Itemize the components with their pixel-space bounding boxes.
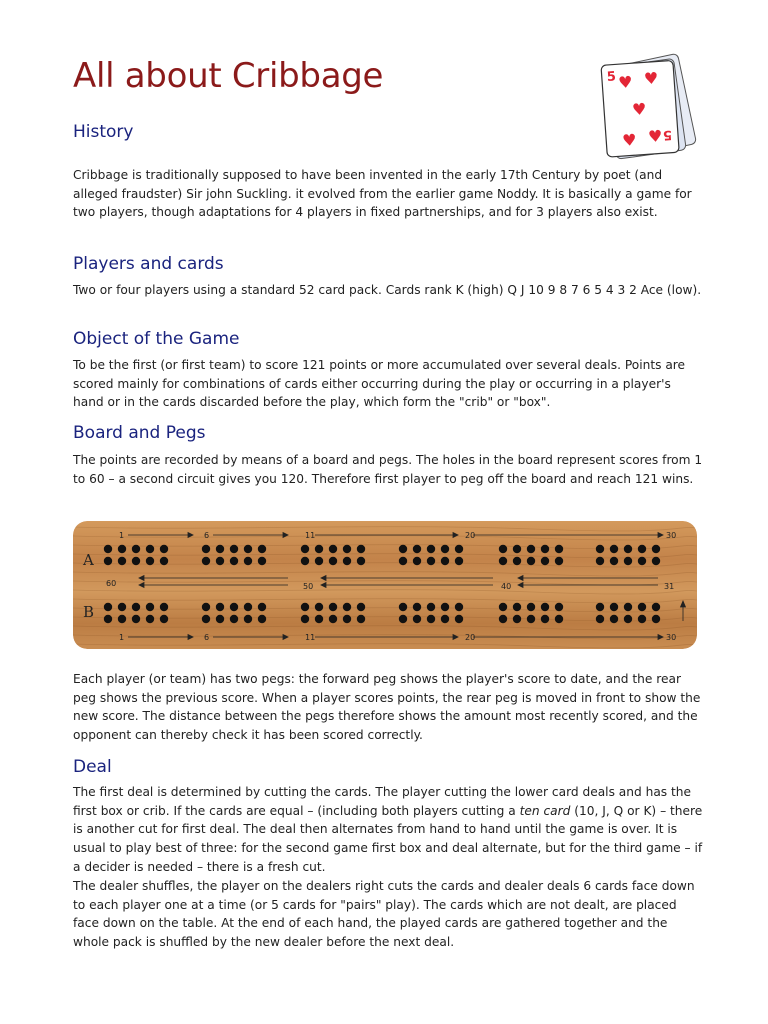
peg-hole xyxy=(427,545,435,553)
peg-hole xyxy=(329,615,337,623)
peg-hole xyxy=(216,615,224,623)
peg-hole xyxy=(258,557,266,565)
peg-hole xyxy=(258,615,266,623)
peg-hole xyxy=(132,603,140,611)
peg-hole xyxy=(555,615,563,623)
peg-hole xyxy=(455,603,463,611)
peg-hole xyxy=(399,603,407,611)
peg-hole xyxy=(555,557,563,565)
top-number: 1 xyxy=(119,531,125,540)
top-number: 11 xyxy=(305,531,316,540)
peg-hole xyxy=(624,615,632,623)
peg-hole xyxy=(610,557,618,565)
peg-hole xyxy=(216,545,224,553)
page-title: All about Cribbage xyxy=(73,56,384,96)
deal-text-end: (10, J, Q or K) – there is another cut for first deal. The deal then alternates from hand to hand until the game is over. It is usual to play best of three: for the second game first box and deal alternate, but for the third game – if a decider is needed – there is a fresh cut. xyxy=(73,803,703,874)
svg-text:5: 5 xyxy=(662,126,673,143)
peg-hole xyxy=(638,557,646,565)
middle-number: 50 xyxy=(303,582,314,591)
peg-hole xyxy=(624,603,632,611)
peg-hole xyxy=(258,603,266,611)
peg-hole xyxy=(343,545,351,553)
heading-players-and-cards: Players and cards xyxy=(73,254,224,274)
top-number: 30 xyxy=(666,531,677,540)
peg-hole xyxy=(146,615,154,623)
peg-hole xyxy=(343,615,351,623)
peg-hole xyxy=(652,603,660,611)
peg-hole xyxy=(202,557,210,565)
peg-hole xyxy=(329,603,337,611)
middle-number: 60 xyxy=(106,579,117,588)
bottom-number: 6 xyxy=(204,633,210,642)
peg-hole xyxy=(499,615,507,623)
peg-hole xyxy=(399,615,407,623)
peg-hole xyxy=(555,603,563,611)
peg-hole xyxy=(104,545,112,553)
peg-hole xyxy=(315,557,323,565)
peg-hole xyxy=(357,557,365,565)
deal-paragraph-2: The dealer shuffles, the player on the dealers right cuts the cards and dealer deals 6 cards face down to each player one at a time (or 5 cards for "pairs" play). The cards which are not dealt, are placed face down on the table. At the end of each hand, the played cards are gathered together and the whole pack is shuffled by the new dealer before the next deal. xyxy=(73,879,695,950)
peg-hole xyxy=(244,603,252,611)
middle-number: 40 xyxy=(501,582,512,591)
peg-hole xyxy=(118,615,126,623)
deal-text-start: The first deal is determined by cutting the cards. The player cutting the lower card deals and has the first box or crib. If the cards are equal – (including both players cutting a xyxy=(73,785,692,818)
peg-hole xyxy=(132,545,140,553)
peg-hole xyxy=(499,603,507,611)
peg-hole xyxy=(104,557,112,565)
bottom-number: 11 xyxy=(305,633,316,642)
peg-hole xyxy=(652,615,660,623)
peg-hole xyxy=(104,603,112,611)
svg-text:♥: ♥ xyxy=(621,130,638,151)
peg-hole xyxy=(118,557,126,565)
object-text: To be the first (or first team) to score 121 points or more accumulated over several deals. Points are scored mainly for combinations of cards either occurring during the play or occurring in a player's hand or in the cards discarded before the play, which form the "crib" or "box". xyxy=(73,358,686,410)
heading-history: History xyxy=(73,122,134,142)
peg-hole xyxy=(413,603,421,611)
peg-hole xyxy=(202,615,210,623)
peg-hole xyxy=(258,545,266,553)
peg-hole xyxy=(513,557,521,565)
peg-hole xyxy=(541,603,549,611)
peg-hole xyxy=(160,615,168,623)
players-text: Two or four players using a standard 52 card pack. Cards rank K (high) Q J 10 9 8 7 6 5 4 3 2 Ace (low). xyxy=(73,283,702,297)
peg-hole xyxy=(455,545,463,553)
peg-hole xyxy=(244,615,252,623)
peg-hole xyxy=(329,545,337,553)
history-text: Cribbage is traditionally supposed to have been invented in the early 17th Century by poet (and alleged fraudster) Sir john Suckling. it evolved from the earlier game Noddy. It is basically a game for two players, though adaptations for 4 players in fixed partnerships, and for 3 players also exist. xyxy=(73,168,692,220)
middle-number: 31 xyxy=(664,582,675,591)
peg-hole xyxy=(146,557,154,565)
peg-hole xyxy=(357,545,365,553)
peg-hole xyxy=(427,603,435,611)
peg-hole xyxy=(441,615,449,623)
peg-hole xyxy=(499,545,507,553)
peg-hole xyxy=(610,545,618,553)
peg-hole xyxy=(527,545,535,553)
peg-hole xyxy=(652,545,660,553)
peg-hole xyxy=(104,615,112,623)
row-label-a: A xyxy=(83,551,94,569)
peg-hole xyxy=(230,603,238,611)
peg-hole xyxy=(301,557,309,565)
peg-hole xyxy=(244,557,252,565)
peg-hole xyxy=(455,615,463,623)
peg-hole xyxy=(638,545,646,553)
peg-hole xyxy=(329,557,337,565)
peg-hole xyxy=(301,545,309,553)
bottom-number: 1 xyxy=(119,633,125,642)
peg-hole xyxy=(513,545,521,553)
peg-hole xyxy=(132,557,140,565)
top-number: 20 xyxy=(465,531,476,540)
peg-hole xyxy=(427,615,435,623)
heading-deal: Deal xyxy=(73,757,112,777)
bottom-number: 20 xyxy=(465,633,476,642)
peg-hole xyxy=(441,603,449,611)
peg-hole xyxy=(541,557,549,565)
peg-hole xyxy=(315,545,323,553)
peg-hole xyxy=(146,545,154,553)
svg-text:♥: ♥ xyxy=(617,72,634,93)
peg-hole xyxy=(527,615,535,623)
svg-text:♥: ♥ xyxy=(631,99,648,120)
peg-hole xyxy=(399,557,407,565)
peg-hole xyxy=(146,603,154,611)
peg-hole xyxy=(455,557,463,565)
peg-hole xyxy=(202,603,210,611)
peg-hole xyxy=(513,615,521,623)
playing-cards-icon xyxy=(596,52,706,162)
peg-hole xyxy=(399,545,407,553)
peg-hole xyxy=(413,615,421,623)
peg-hole xyxy=(610,615,618,623)
peg-hole xyxy=(596,615,604,623)
peg-hole xyxy=(301,615,309,623)
peg-hole xyxy=(118,545,126,553)
peg-hole xyxy=(624,545,632,553)
peg-hole xyxy=(202,545,210,553)
peg-hole xyxy=(499,557,507,565)
peg-hole xyxy=(216,603,224,611)
svg-text:♥: ♥ xyxy=(647,126,664,147)
row-label-b: B xyxy=(83,603,95,621)
peg-hole xyxy=(230,615,238,623)
peg-hole xyxy=(160,545,168,553)
peg-hole xyxy=(427,557,435,565)
peg-hole xyxy=(230,545,238,553)
peg-hole xyxy=(413,557,421,565)
peg-hole xyxy=(132,615,140,623)
peg-hole xyxy=(624,557,632,565)
peg-hole xyxy=(596,603,604,611)
peg-hole xyxy=(160,557,168,565)
peg-hole xyxy=(301,603,309,611)
svg-text:♥: ♥ xyxy=(643,68,659,89)
peg-hole xyxy=(230,557,238,565)
peg-hole xyxy=(638,615,646,623)
top-number: 6 xyxy=(204,531,210,540)
peg-hole xyxy=(555,545,563,553)
cribbage-board xyxy=(73,521,697,649)
peg-hole xyxy=(413,545,421,553)
heading-board-and-pegs: Board and Pegs xyxy=(73,423,206,443)
peg-hole xyxy=(343,603,351,611)
peg-hole xyxy=(118,603,126,611)
peg-hole xyxy=(596,545,604,553)
peg-hole xyxy=(357,615,365,623)
peg-hole xyxy=(315,615,323,623)
peg-hole xyxy=(441,557,449,565)
peg-hole xyxy=(513,603,521,611)
board-text: The points are recorded by means of a board and pegs. The holes in the board represent scores from 1 to 60 – a second circuit gives you 120. Therefore first player to peg off the board and reach 121 wins. xyxy=(73,453,703,486)
peg-hole xyxy=(541,545,549,553)
peg-hole xyxy=(441,545,449,553)
heading-object-of-the-game: Object of the Game xyxy=(73,329,240,349)
pegs-text: Each player (or team) has two pegs: the forward peg shows the player's score to date, and the rear peg shows the previous score. When a player scores points, the rear peg is moved in front to show the new score. The distance between the pegs therefore shows the amount most recently scored, and the opponent can thereby check it has been scored correctly. xyxy=(73,672,701,743)
peg-hole xyxy=(541,615,549,623)
peg-hole xyxy=(527,603,535,611)
peg-hole xyxy=(610,603,618,611)
peg-hole xyxy=(315,603,323,611)
ten-card-term: ten card xyxy=(519,803,571,818)
peg-hole xyxy=(343,557,351,565)
peg-hole xyxy=(638,603,646,611)
peg-hole xyxy=(244,545,252,553)
peg-hole xyxy=(216,557,224,565)
peg-hole xyxy=(527,557,535,565)
peg-hole xyxy=(652,557,660,565)
bottom-number: 30 xyxy=(666,633,677,642)
svg-text:5: 5 xyxy=(606,69,617,85)
peg-hole xyxy=(596,557,604,565)
peg-hole xyxy=(357,603,365,611)
peg-hole xyxy=(160,603,168,611)
deal-paragraph-1 xyxy=(73,783,705,877)
